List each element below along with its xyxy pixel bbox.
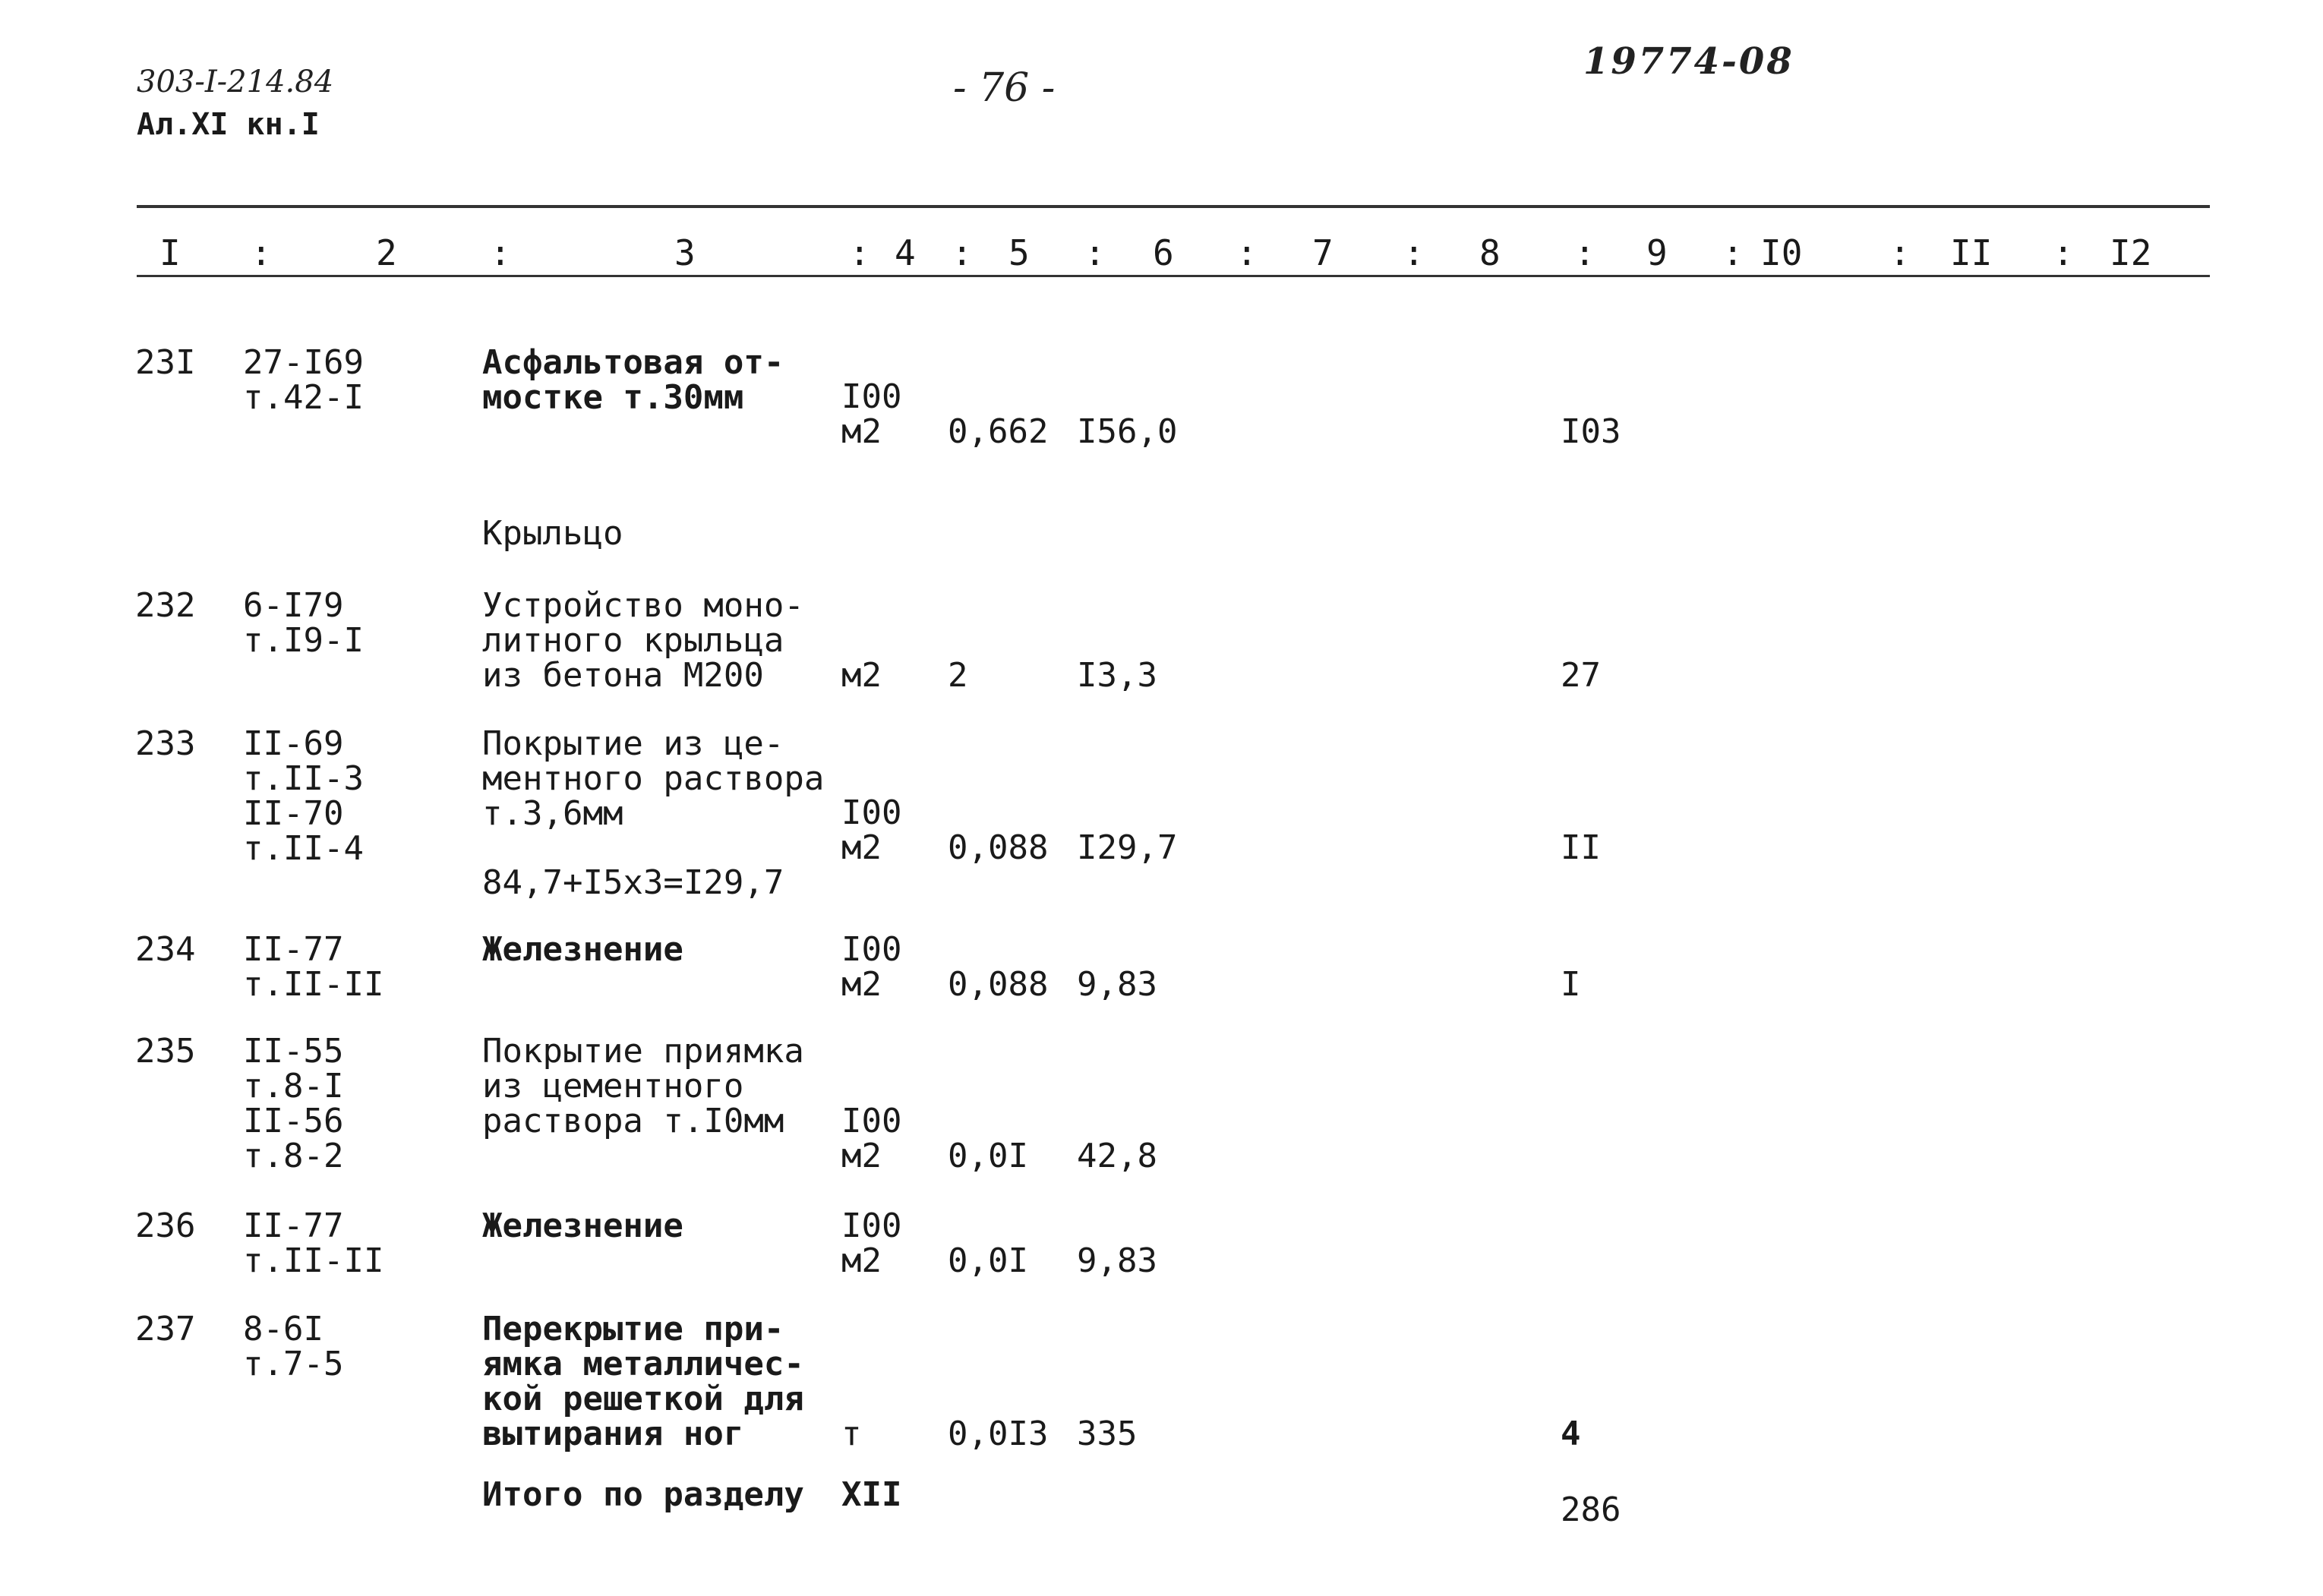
- column-separator: :: [849, 232, 870, 273]
- unit-price: 9,83: [1077, 1241, 1157, 1280]
- total-cost: 27: [1561, 656, 1601, 695]
- unit-price: I56,0: [1077, 412, 1178, 451]
- unit: I00 м2: [841, 377, 902, 451]
- row-number: 237: [135, 1310, 196, 1348]
- column-header-5: 5: [1008, 232, 1030, 273]
- column-separator: :: [1236, 232, 1258, 273]
- norm-code: II-55 т.8-I II-56 т.8-2: [243, 1032, 344, 1175]
- work-name: Железнение: [482, 930, 683, 969]
- column-separator: :: [1722, 232, 1744, 273]
- unit-price: 9,83: [1077, 965, 1157, 1004]
- total-cost: I03: [1561, 412, 1621, 451]
- album-book-label: Ал.XI кн.I: [137, 107, 320, 142]
- unit: I00 м2: [841, 793, 902, 867]
- column-separator: :: [1574, 232, 1595, 273]
- quantity: 2: [948, 656, 968, 695]
- column-separator: :: [1084, 232, 1106, 273]
- column-header-1: I: [159, 232, 181, 273]
- column-header-4: 4: [895, 232, 916, 273]
- column-header-10: I0: [1760, 232, 1803, 273]
- norm-code: II-77 т.II-II: [243, 930, 384, 1004]
- unit-price: I29,7: [1077, 828, 1178, 867]
- section-total-roman: XII: [841, 1475, 902, 1514]
- section-total-label: Итого по разделу: [482, 1475, 804, 1514]
- header-bottom-rule: [137, 275, 2210, 277]
- row-number: 233: [135, 724, 196, 763]
- total-cost: 4: [1561, 1415, 1581, 1453]
- archive-number: 19774-08: [1583, 40, 1794, 83]
- total-cost: II: [1561, 828, 1601, 867]
- column-separator: :: [2053, 232, 2074, 273]
- unit-price: I3,3: [1077, 656, 1157, 695]
- column-header-11: II: [1950, 232, 1993, 273]
- document-code: 303-I-214.84: [137, 65, 334, 99]
- work-name: Железнение: [482, 1206, 683, 1245]
- work-name: Асфальтовая от- мостке т.30мм: [482, 343, 784, 417]
- column-header-2: 2: [376, 232, 397, 273]
- unit-price: 335: [1077, 1415, 1138, 1453]
- quantity: 0,0I: [948, 1241, 1028, 1280]
- page-number: - 76 -: [953, 65, 1056, 111]
- norm-code: 8-6I т.7-5: [243, 1310, 344, 1383]
- row-number: 236: [135, 1206, 196, 1245]
- norm-code: II-69 т.II-3 II-70 т.II-4: [243, 724, 364, 868]
- work-name: Перекрытие при- ямка металличес- кой решеткой для вытирания ног: [482, 1310, 804, 1453]
- unit: т: [841, 1415, 862, 1453]
- volume-formula: 84,7+I5x3=I29,7: [482, 863, 784, 902]
- work-name: Покрытие приямка из цементного раствора т.I0мм: [482, 1032, 804, 1140]
- column-header-12: I2: [2110, 232, 2152, 273]
- unit-price: 42,8: [1077, 1137, 1157, 1175]
- work-name: Покрытие из це- ментного раствора т.3,6мм: [482, 724, 825, 833]
- work-name: Устройство моно- литного крыльца из бетона М200: [482, 586, 804, 695]
- column-header-7: 7: [1312, 232, 1334, 273]
- unit: I00 м2: [841, 1102, 902, 1175]
- column-separator: :: [490, 232, 511, 273]
- row-number: 235: [135, 1032, 196, 1071]
- section-total-value: 286: [1561, 1490, 1621, 1529]
- quantity: 0,0I3: [948, 1415, 1049, 1453]
- quantity: 0,088: [948, 965, 1049, 1004]
- row-number: 234: [135, 930, 196, 969]
- column-separator: :: [1889, 232, 1911, 273]
- total-cost: I: [1561, 965, 1581, 1004]
- column-header-9: 9: [1646, 232, 1668, 273]
- unit: I00 м2: [841, 930, 902, 1004]
- section-heading: Крыльцо: [482, 514, 623, 553]
- column-separator: :: [251, 232, 272, 273]
- row-number: 23I: [135, 343, 196, 382]
- column-header-3: 3: [674, 232, 696, 273]
- unit: I00 м2: [841, 1206, 902, 1280]
- unit: м2: [841, 656, 882, 695]
- row-number: 232: [135, 586, 196, 625]
- column-header-8: 8: [1479, 232, 1501, 273]
- quantity: 0,0I: [948, 1137, 1028, 1175]
- quantity: 0,662: [948, 412, 1049, 451]
- header-top-rule: [137, 205, 2210, 208]
- quantity: 0,088: [948, 828, 1049, 867]
- norm-code: II-77 т.II-II: [243, 1206, 384, 1280]
- norm-code: 6-I79 т.I9-I: [243, 586, 364, 660]
- column-separator: :: [952, 232, 973, 273]
- column-separator: :: [1403, 232, 1425, 273]
- norm-code: 27-I69 т.42-I: [243, 343, 364, 417]
- column-header-6: 6: [1153, 232, 1174, 273]
